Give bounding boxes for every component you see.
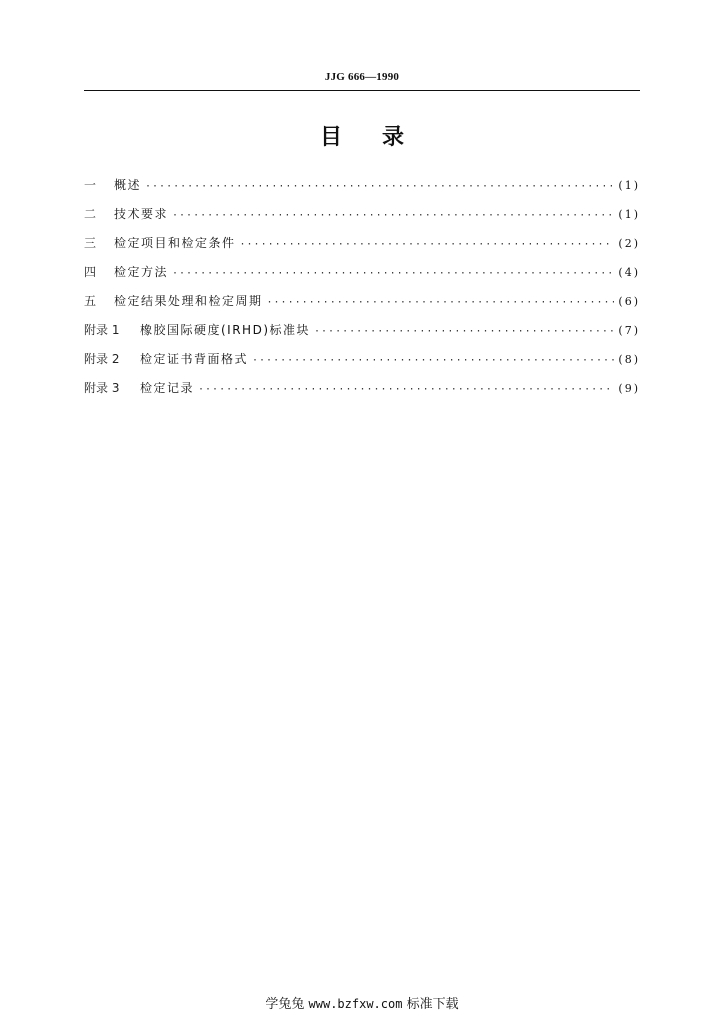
toc-leader-dots: [252, 355, 614, 366]
toc-entry[interactable]: [84, 292, 640, 321]
toc-entry[interactable]: [84, 205, 640, 234]
toc-leader-dots: [172, 210, 614, 221]
toc-entry-number: 三: [84, 236, 97, 250]
toc-entry-number: 二: [84, 207, 97, 221]
toc-entry[interactable]: [84, 379, 640, 408]
footer-watermark: [0, 993, 724, 1012]
footer-brand: 学兔兔: [265, 997, 305, 1012]
toc-entry-label: 检定记录: [140, 381, 195, 395]
toc-entry-number: 附录 1: [84, 323, 120, 337]
toc-leader-dots: [314, 326, 614, 337]
toc-entry-page: (4): [618, 266, 640, 279]
toc-entry-number: 附录 2: [84, 352, 120, 366]
footer-url-link[interactable]: www.bzfxw.com: [308, 997, 403, 1011]
toc-leader-dots: [198, 384, 614, 395]
toc-entry-page: (2): [618, 237, 640, 250]
toc-entry-page: (1): [618, 179, 640, 192]
header-rule: [84, 90, 640, 91]
toc-entry-page: (1): [618, 208, 640, 221]
toc-entry-page: (6): [618, 295, 640, 308]
table-of-contents: [84, 176, 640, 408]
toc-entry-number: 一: [84, 178, 97, 192]
toc-entry-label: 检定方法: [114, 265, 169, 279]
footer-suffix: 标准下载: [406, 997, 459, 1012]
toc-entry-page: (7): [618, 324, 640, 337]
toc-leader-dots: [267, 297, 615, 308]
toc-entry-label: 橡胶国际硬度(IRHD)标准块: [140, 323, 311, 337]
toc-entry[interactable]: [84, 350, 640, 379]
toc-entry[interactable]: [84, 263, 640, 292]
toc-entry[interactable]: [84, 234, 640, 263]
toc-leader-dots: [240, 239, 615, 250]
toc-entry[interactable]: [84, 321, 640, 350]
toc-entry[interactable]: [84, 176, 640, 205]
toc-entry-number: 五: [84, 294, 97, 308]
toc-entry-page: (9): [618, 382, 640, 395]
toc-entry-label: 检定证书背面格式: [140, 352, 249, 366]
toc-entry-page: (8): [618, 353, 640, 366]
toc-leader-dots: [145, 181, 614, 192]
toc-entry-label: 技术要求: [114, 207, 169, 221]
toc-entry-number: 附录 3: [84, 381, 120, 395]
toc-entry-label: 概述: [114, 178, 142, 192]
toc-entry-number: 四: [84, 265, 97, 279]
page-title: 目录: [319, 125, 444, 150]
toc-entry-label: 检定结果处理和检定周期: [114, 294, 263, 308]
toc-leader-dots: [172, 268, 614, 279]
toc-entry-label: 检定项目和检定条件: [114, 236, 236, 250]
document-code: JJG 666—1990: [324, 71, 400, 83]
